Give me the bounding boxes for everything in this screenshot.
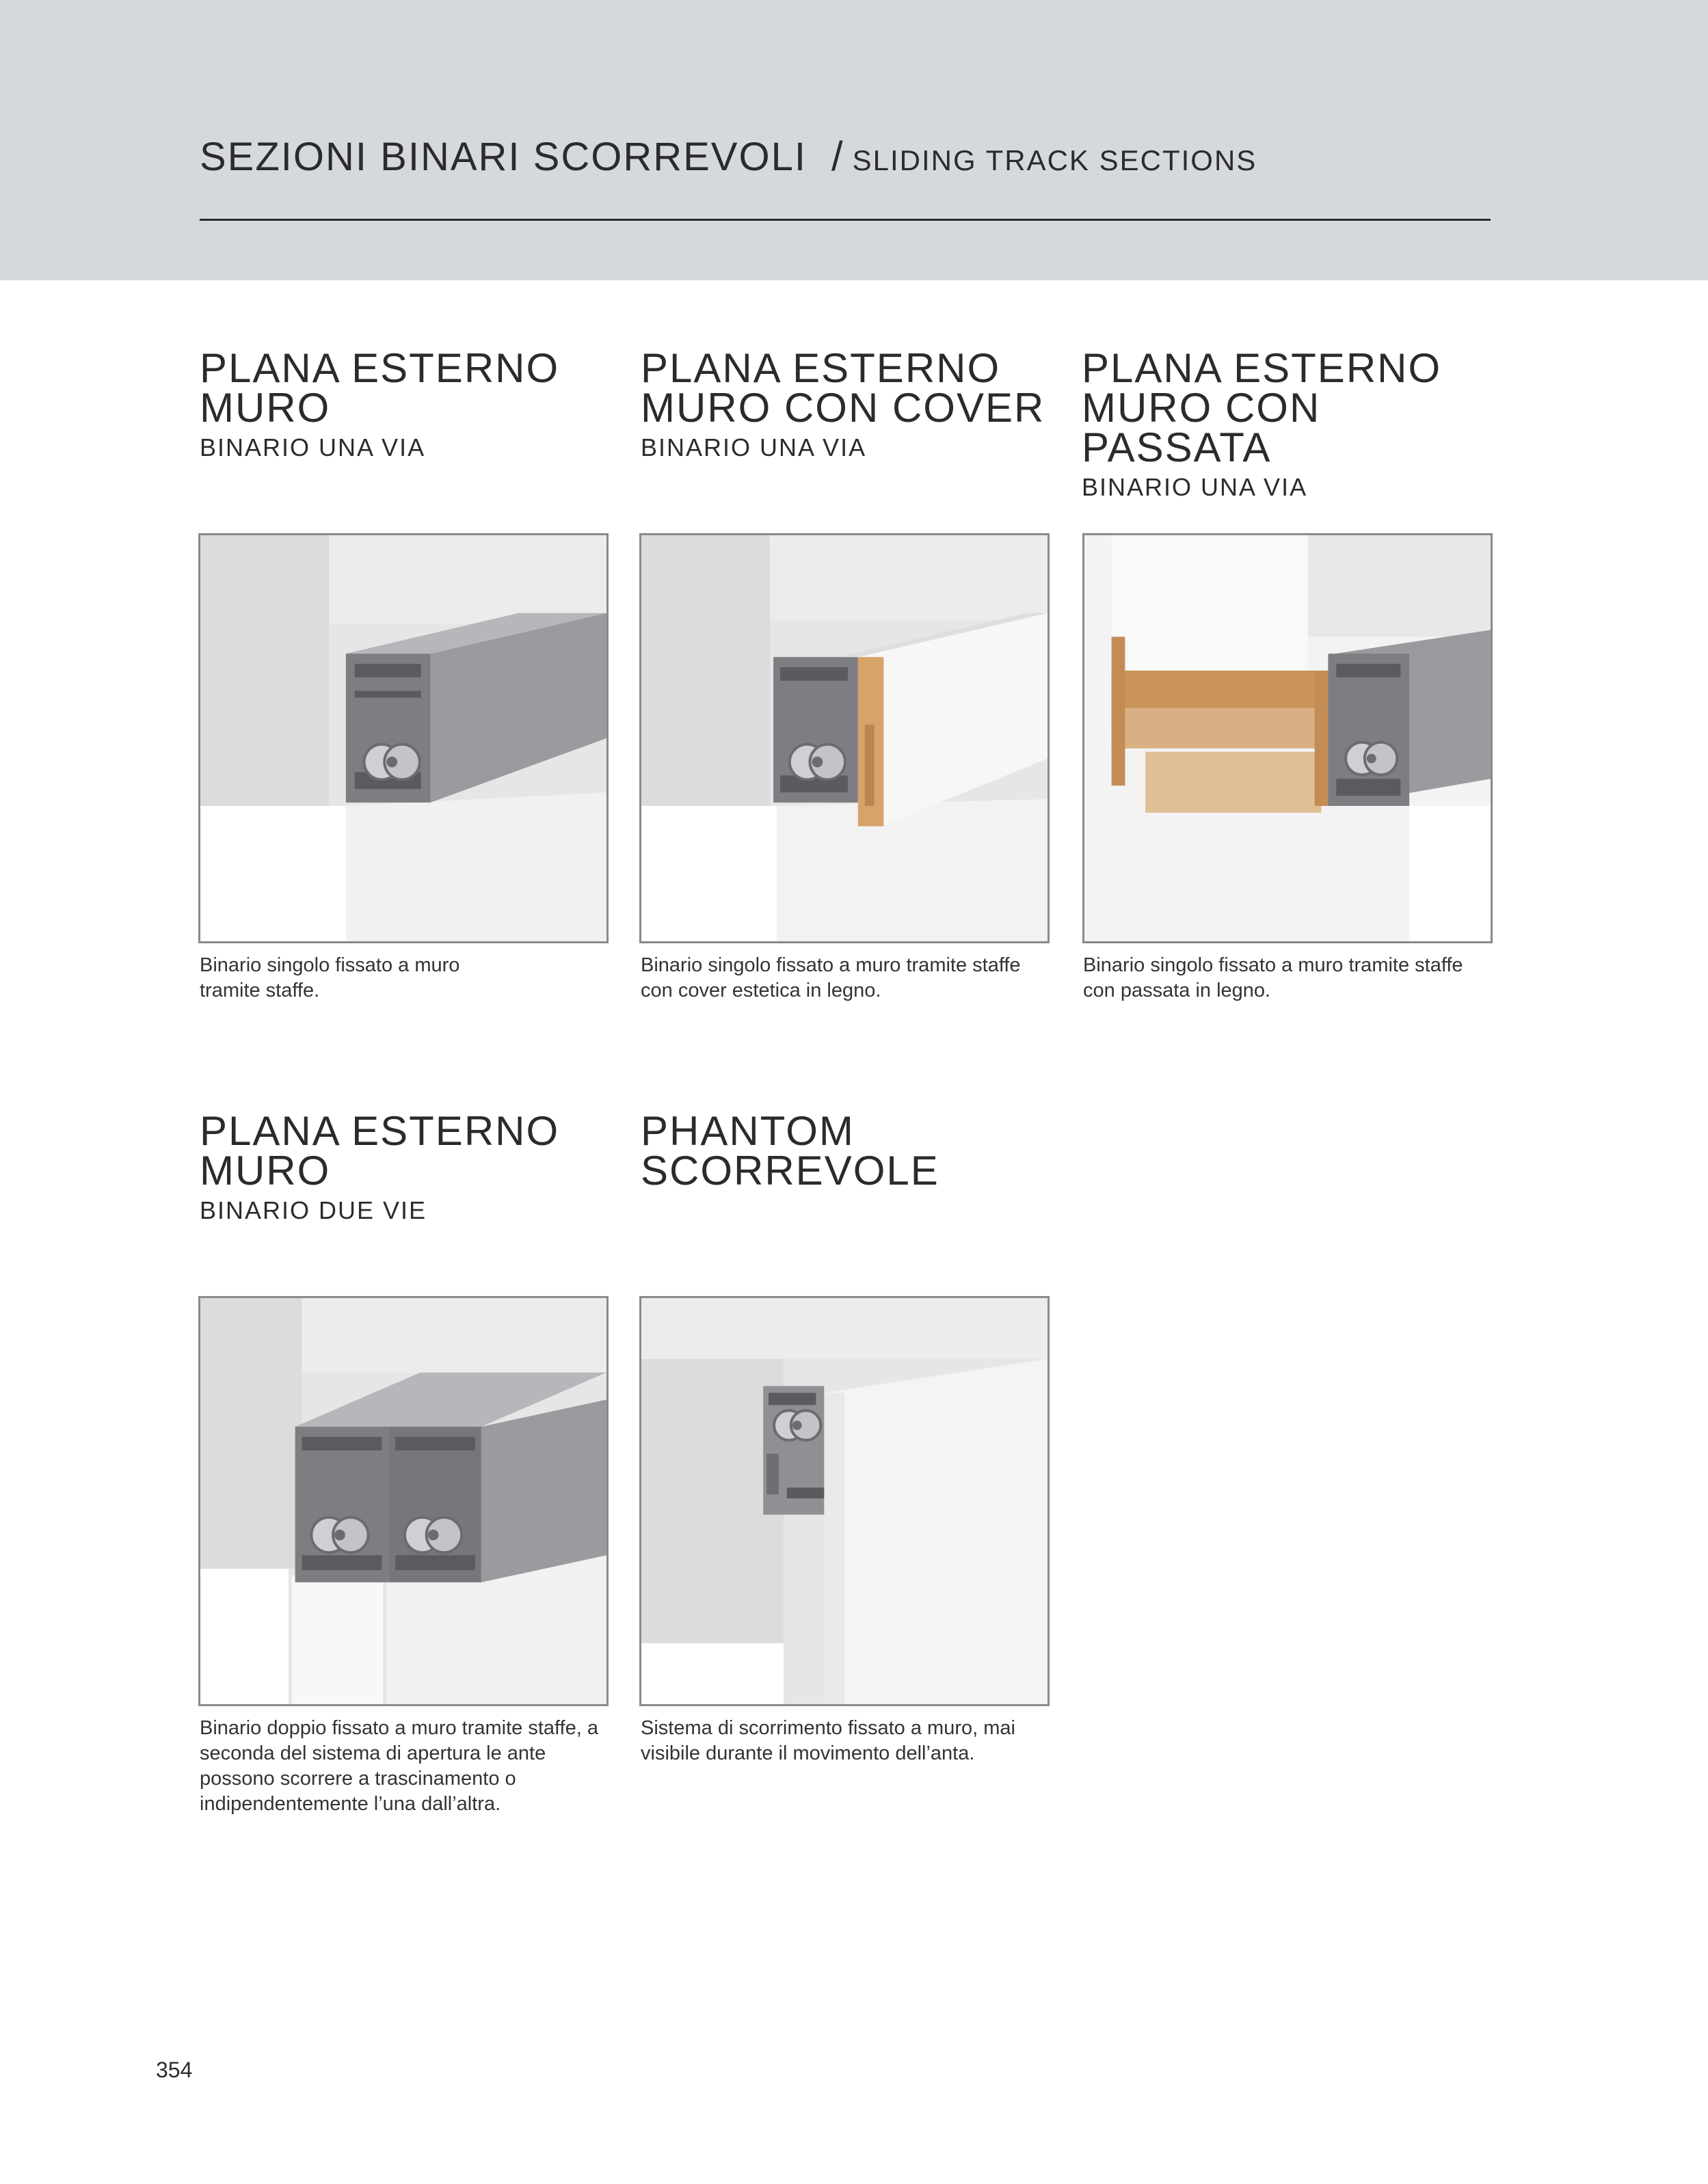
section-title-line: PHANTOM xyxy=(641,1108,855,1154)
track-with-cover-illustration xyxy=(641,535,1048,941)
section-title xyxy=(641,1108,1051,1194)
title-separator: / xyxy=(831,133,843,179)
section-title xyxy=(200,1108,610,1194)
section-title xyxy=(200,345,610,431)
track-section-image xyxy=(1082,533,1493,943)
section-subtitle: BINARIO UNA VIA xyxy=(641,433,867,461)
page-number: 354 xyxy=(156,2058,193,2082)
track-section-image xyxy=(639,533,1050,943)
section-title-line: MURO CON COVER xyxy=(641,385,1045,431)
phantom-system-illustration xyxy=(641,1298,1048,1704)
page-title-english: SLIDING TRACK SECTIONS xyxy=(852,144,1257,176)
page-title xyxy=(200,133,1257,180)
double-track-illustration xyxy=(200,1298,606,1704)
section-heading xyxy=(1082,345,1492,502)
section-title-line: SCORREVOLE xyxy=(641,1148,939,1194)
single-track-illustration xyxy=(200,535,606,941)
section-caption: Binario singolo fissato a muro tramite staffe con cover estetica in legno. xyxy=(641,954,1021,1001)
section-caption: Binario doppio fissato a muro tramite staffe, a seconda del sistema di apertura le ante possono scorrere a trascinamento o indipendentemente l’una dall’altra. xyxy=(200,1717,598,1815)
section-caption: Binario singolo fissato a muro tramite staffe con passata in legno. xyxy=(1083,954,1463,1001)
section-title-line: MURO xyxy=(200,1148,331,1194)
page-title-italian: SEZIONI BINARI SCORREVOLI xyxy=(200,135,807,179)
section-heading xyxy=(641,345,1051,462)
track-section-image xyxy=(198,533,609,943)
section-title-line: PLANA ESTERNO xyxy=(200,1108,560,1154)
section-subtitle: BINARIO DUE VIE xyxy=(200,1196,427,1224)
section-title-line: PLANA ESTERNO xyxy=(641,345,1001,391)
section-subtitle: BINARIO UNA VIA xyxy=(1082,473,1308,501)
section-heading xyxy=(200,1108,610,1225)
track-with-passata-illustration xyxy=(1084,535,1491,941)
section-title-line: MURO CON xyxy=(1082,385,1321,431)
section-caption: Binario singolo fissato a muro tramite staffe. xyxy=(200,954,460,1001)
section-heading xyxy=(200,345,610,462)
section-title-line: MURO xyxy=(200,385,331,431)
section-title xyxy=(1082,345,1492,470)
section-subtitle: BINARIO UNA VIA xyxy=(200,433,426,461)
section-title-line: PLANA ESTERNO xyxy=(200,345,560,391)
section-title xyxy=(641,345,1051,431)
track-section-image xyxy=(198,1296,609,1706)
section-heading xyxy=(641,1108,1051,1194)
section-caption: Sistema di scorrimento fissato a muro, mai visibile durante il movimento dell’anta. xyxy=(641,1717,1015,1764)
section-title-line: PLANA ESTERNO xyxy=(1082,345,1442,391)
section-title-line: PASSATA xyxy=(1082,424,1272,470)
track-section-image xyxy=(639,1296,1050,1706)
header-divider xyxy=(200,219,1491,221)
